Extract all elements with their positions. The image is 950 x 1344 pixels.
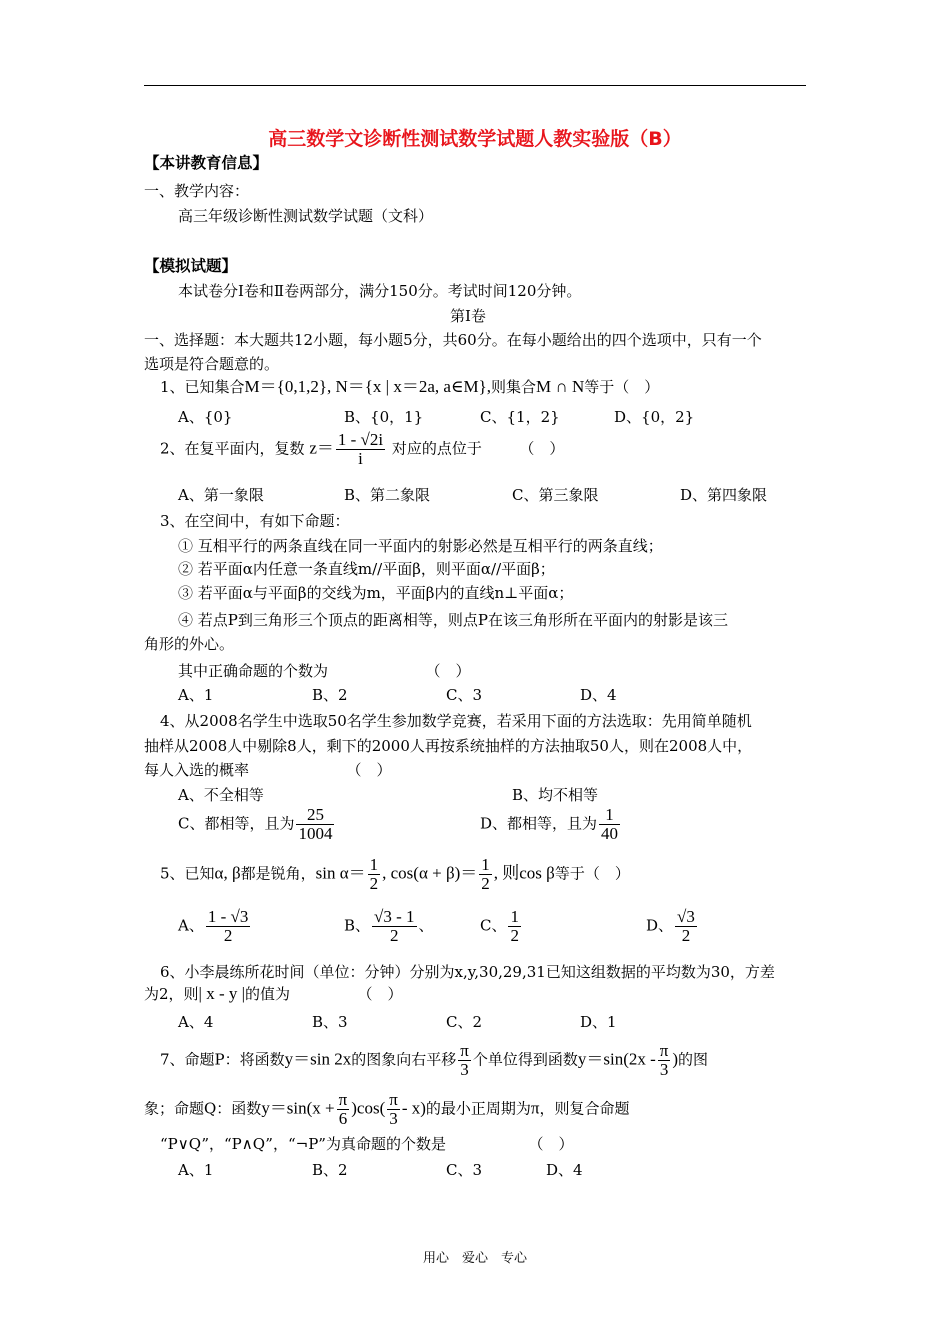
question-6: 6、小李晨练所花时间（单位：分钟）分别为x,y,30,29,31已知这组数据的平均数为30，方差	[160, 963, 775, 981]
q7-option-d: D、4	[546, 1161, 583, 1179]
q1-option-a: A、{0}	[178, 408, 233, 426]
question-2: 2、在复平面内，复数 z＝ $\frac{1 - √2i}{i}$ 对应的点位于 （ ）	[160, 430, 565, 468]
question-3: 3、在空间中，有如下命题：	[160, 512, 350, 530]
q1-option-b: B、{0，1}	[344, 408, 424, 426]
q3-proposition-2: ② 若平面α内任意一条直线m//平面β，则平面α//平面β；	[178, 560, 555, 578]
q3-option-b: B、2	[312, 686, 348, 704]
q4-option-d: D、都相等，且为 $\frac{1}{40}$	[480, 805, 619, 843]
question-6-line2: 为2，则| x - y |的值为 （ ）	[144, 984, 403, 1003]
q3-option-c: C、3	[446, 686, 483, 704]
q4-option-c: C、都相等，且为 $\frac{25}{1004}$	[178, 805, 333, 843]
q1-option-d: D、{0，2}	[614, 408, 695, 426]
exam-intro: 本试卷分Ⅰ卷和Ⅱ卷两部分，满分150分。考试时间120分钟。	[178, 282, 582, 300]
q4-option-b: B、均不相等	[512, 786, 599, 804]
question-7-line3: “P∨Q”，“P∧Q”，“¬P”为真命题的个数是 （ ）	[160, 1135, 574, 1153]
q5-option-a: A、 $\frac{1 - √3}{2}$	[178, 907, 249, 945]
q5-option-b: B、 $\frac{√3 - 1}{2}$ 、	[344, 907, 434, 945]
q4-option-a: A、不全相等	[178, 786, 264, 804]
question-1: 1、已知集合M＝{0,1,2}, N＝{x | x＝2a, a∈M},则集合M ∩ N等于（ ）	[160, 377, 660, 396]
q3-option-d: D、4	[580, 686, 617, 704]
q3-proposition-4: ④ 若点P到三角形三个顶点的距离相等，则点P在该三角形所在平面内的射影是该三	[178, 611, 728, 629]
teaching-content-text: 高三年级诊断性测试数学试题（文科）	[178, 207, 434, 225]
q2-option-d: D、第四象限	[680, 486, 768, 504]
question-5: 5、已知α, β都是锐角，sin α＝ $\frac{1}{2}$ , cos(α + β)＝ $\frac{1}{2}$ , 则cos β等于（ ）	[160, 855, 630, 893]
question-4-line3: 每人入选的概率 （ ）	[144, 761, 392, 779]
volume-label: 第Ⅰ卷	[450, 307, 486, 325]
q6-option-b: B、3	[312, 1013, 348, 1031]
page-footer: 用心 爱心 专心	[422, 1251, 527, 1266]
section1-instructions-cont: 选项是符合题意的。	[144, 355, 280, 373]
question-4-line2: 抽样从2008人中剔除8人，剩下的2000人再按系统抽样的方法抽取50人，则在2008人中，	[144, 737, 753, 755]
section-heading-info: 【本讲教育信息】	[144, 154, 269, 172]
q7-option-a: A、1	[178, 1161, 214, 1179]
q3-proposition-3: ③ 若平面α与平面β的交线为m，平面β内的直线n⊥平面α；	[178, 584, 574, 602]
q7-option-b: B、2	[312, 1161, 348, 1179]
q3-ask: 其中正确命题的个数为 （ ）	[178, 662, 471, 680]
q3-proposition-4-cont: 角形的外心。	[144, 635, 235, 653]
q2-option-b: B、第二象限	[344, 486, 431, 504]
document-title: 高三数学文诊断性测试数学试题人教实验版（B）	[268, 128, 682, 150]
q2-option-a: A、第一象限	[178, 486, 264, 504]
section-heading-mock: 【模拟试题】	[144, 257, 238, 275]
top-rule	[144, 85, 806, 86]
q2-option-c: C、第三象限	[512, 486, 599, 504]
section1-instructions: 一、选择题：本大题共12小题，每小题5分，共60分。在每小题给出的四个选项中，只有一个	[144, 331, 762, 349]
q6-option-a: A、4	[178, 1013, 214, 1031]
q5-option-c: C、 $\frac{1}{2}$	[480, 907, 519, 945]
q5-option-d: D、 $\frac{√3}{2}$	[646, 907, 695, 945]
q6-option-d: D、1	[580, 1013, 617, 1031]
q7-option-c: C、3	[446, 1161, 483, 1179]
q6-option-c: C、2	[446, 1013, 483, 1031]
question-7: 7、命题P：将函数y＝sin 2x的图象向右平移 $\frac{\pi}{3}$ 个单位得到函数y＝sin(2x - $\frac{\pi}{3}$ )的图	[160, 1041, 709, 1079]
question-7-line2: 象；命题Q：函数y＝sin(x + $\frac{\pi}{6}$ )cos( $\frac{\pi}{3}$ - x)的最小正周期为π，则复合命题	[144, 1090, 630, 1128]
q3-option-a: A、1	[178, 686, 214, 704]
q1-option-c: C、{1，2}	[480, 408, 560, 426]
q3-proposition-1: ① 互相平行的两条直线在同一平面内的射影必然是互相平行的两条直线；	[178, 537, 663, 555]
teaching-content-label: 一、教学内容：	[144, 182, 250, 200]
question-4: 4、从2008名学生中选取50名学生参加数学竞赛，若采用下面的方法选取：先用简单随机	[160, 712, 752, 730]
q1-math: M＝{0,1,2}, N＝{x | x＝2a, a∈M},	[244, 377, 492, 396]
q2-fraction: $\frac{1 - √2i}{i}$	[337, 430, 384, 468]
